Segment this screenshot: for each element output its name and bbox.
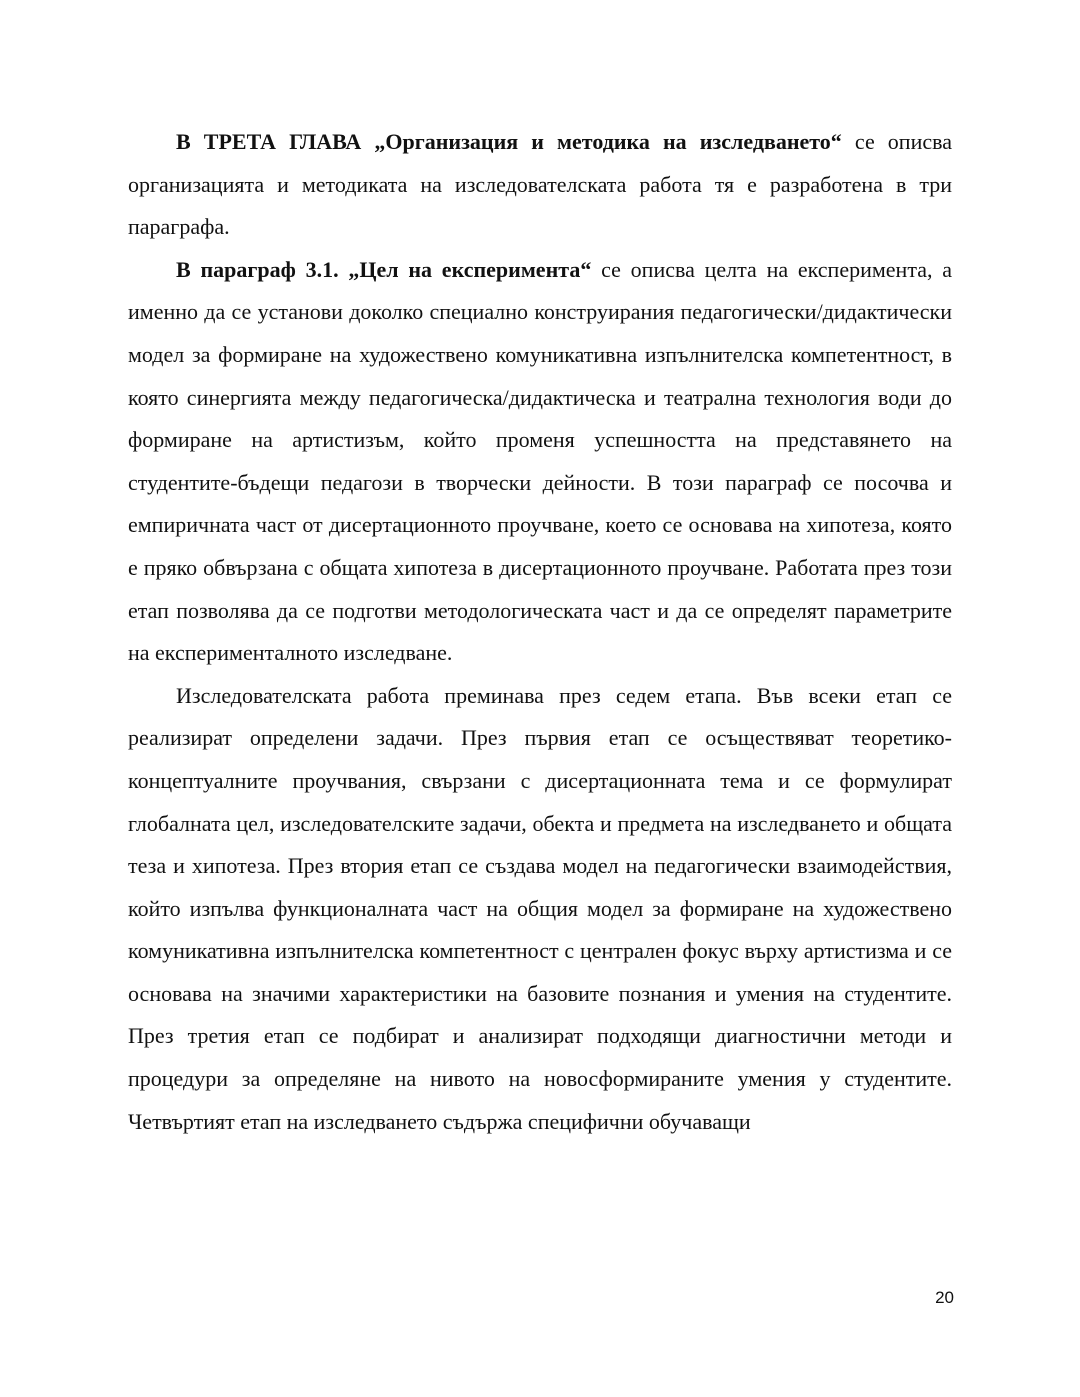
paragraph-bold-lead: В параграф 3.1. „Цел на експеримента“ xyxy=(176,256,592,282)
paragraph-text: се описва организацията и методиката на изследователската работа тя е разработена в три параграфа. xyxy=(128,129,952,240)
paragraph-text: се описва целта на експеримента, а именно да се установи доколко специално конструирания педагогически/дидактически модел за формиране на художествено комуникативна изпълнителска компетентност, в която синергията между педагогическа/дидактическа и театрална технология води до формиране на артистизъм, който променя успешността на представянето на студентите-бъдещи педагози в творчески дейности. В този параграф се посочва и емпиричната част от дисертационното проучване, което се основава на хипотеза, която е пряко обвързана с общата хипотеза в дисертационното проучване. Работата през този етап позволява да се подготви методологическата част и да се определят параметрите на експерименталното изследване. xyxy=(128,256,953,666)
paragraph-text: Изследователската работа преминава през седем етапа. Във всеки етап се реализират определени задачи. През първия етап се осъществяват теоретико-концептуалните проучвания, свързани с дисертационната тема и се формулират глобалната цел, изследователските задачи, обекта и предмета на изследването и общата теза и хипотеза. През втория етап се създава модел на педагогически взаимодействия, който изпълва функционалната част на общия модел за формиране на художествено комуникативна изпълнителска компетентност с централен фокус върху артистизма и се основава на значими характеристики на базовите познания и умения на студентите. През третия етап се подбират и анализират подходящи диагностични методи и процедури за определяне на нивото на новосформираните умения у студентите. Четвъртият етап на изследването съдържа специфични обучаващи xyxy=(128,682,952,1134)
paragraph-bold-lead: В ТРЕТА ГЛАВА „Организация и методика на изследването“ xyxy=(176,129,842,154)
paragraph-chapter-three-intro xyxy=(128,121,952,249)
paragraph-section-3-1 xyxy=(128,249,952,675)
paragraph-research-stages xyxy=(128,675,952,1144)
page-number: 20 xyxy=(935,1288,954,1307)
page-body xyxy=(128,121,952,1143)
